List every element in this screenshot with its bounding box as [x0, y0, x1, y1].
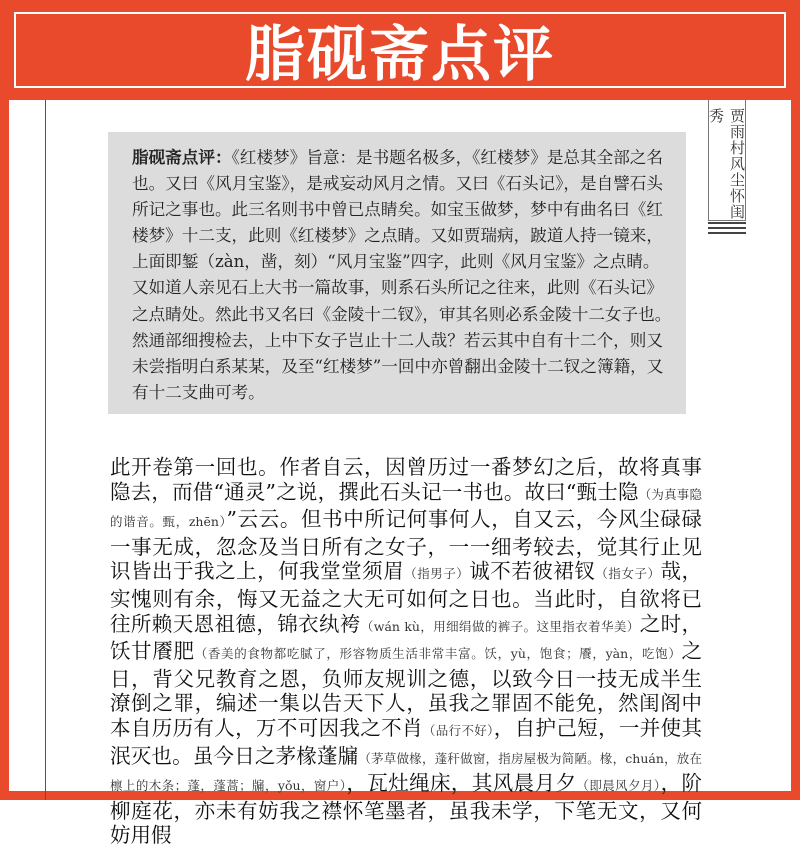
body-segment: 哉，实愧则有余，悔又无益之大无可如何之日也。当此时，自欲将已往所赖天恩祖德，锦衣纨袴: [110, 559, 702, 636]
annotation-segment: （香美的食物都吃腻了，形容物质生活非常丰富。饫，yù，饱食；餍，yàn，吃饱）: [194, 646, 682, 662]
body-segment: ”云云。但书中所记何事何人，自又云，今风尘碌碌一事无成，忽念及当日所有之女子，一一细考较去，觉其行止见识皆出于我之上，何我堂堂须眉: [110, 507, 702, 584]
commentary-text: 《红楼梦》旨意：是书题名极多，《红楼梦》是总其全部之名也。又曰《风月宝鉴》，是戒妄动风月之情。又曰《石头记》，是自譬石头所记之事也。此三名则书中曾已点睛矣。如宝玉做梦，梦中有曲名曰《红楼梦》十二支，此则《红楼梦》之点睛。又如贾瑞病，跛道人持一镜来，上面即錾（zàn，凿，刻）“风月宝鉴”四字，此则《风月宝鉴》之点睛。又如道人亲见石上大书一篇故事，则系石头所记之往来，此则《石头记》之点睛处。然此书又名曰《金陵十二钗》，审其名则必系金陵十二女子也。然通部细搜检去，上中下女子岂止十二人哉？若云其中自有十二个，则又未尝指明白系某某，及至“红楼梦”一回中亦曾翻出金陵十二钗之簿籍，又有十二支曲可考。: [132, 148, 672, 402]
commentary-note-box: [108, 132, 686, 414]
body-segment: ，瓦灶绳床，其风晨月夕: [346, 771, 577, 796]
body-segment: ，阶柳庭花，亦未有妨我之襟怀笔墨者，虽我未学，下笔无文，又何妨用假: [110, 771, 702, 848]
left-margin-rule: [45, 100, 46, 800]
side-bar-line: [708, 232, 746, 234]
body-segment: 之时，饫甘餍肥: [110, 611, 703, 664]
annotation-segment: （指女子）: [595, 566, 661, 582]
chapter-side-tab-label: 贾雨村风尘怀闺秀: [707, 108, 746, 220]
body-segment: ，自护己短，一并使其泯灭也。虽今日之茅椽蓬牖: [110, 715, 703, 768]
banner-title: 脂砚斋点评: [245, 20, 555, 90]
side-tab-bars: [708, 222, 746, 237]
annotation-segment: （品行不好）: [422, 722, 494, 738]
annotation-segment: （指男子）: [404, 566, 470, 582]
commentary-label: 脂砚斋点评：: [132, 147, 232, 167]
body-segment: 此开卷第一回也。作者自云，因曾历过一番梦幻之后，故将真事隐去，而借“通灵”之说，撰此石头记一书也。故曰“甄士隐: [110, 455, 702, 504]
annotation-segment: （为真事隐的谐音。甄，zhēn）: [110, 486, 702, 530]
annotation-segment: （wán kù，用细绢做的裤子。这里指衣着华美）: [360, 618, 640, 634]
chapter-side-tab: [708, 100, 746, 221]
side-bar-line: [708, 227, 746, 229]
annotation-segment: （即晨风夕月）: [576, 778, 661, 794]
body-segment: 诚不若彼裙钗: [469, 559, 596, 584]
main-body-text: [110, 455, 702, 848]
title-banner: [0, 0, 800, 100]
side-bar-line: [708, 222, 746, 224]
body-segment: 之日，背父兄教育之恩，负师友规训之德，以致今日一技无成半生潦倒之罪，编述一集以告天下人，虽我之罪固不能免，然闺阁中本自历历有人，万不可因我之不肖: [110, 639, 702, 740]
annotation-segment: （茅草做椽，蓬秆做窗，指房屋极为简陋。椽，chuán，放在檩上的木条；蓬，蓬蒿；牖，yǒu，窗户）: [110, 750, 703, 794]
title-banner-border: [14, 12, 786, 88]
